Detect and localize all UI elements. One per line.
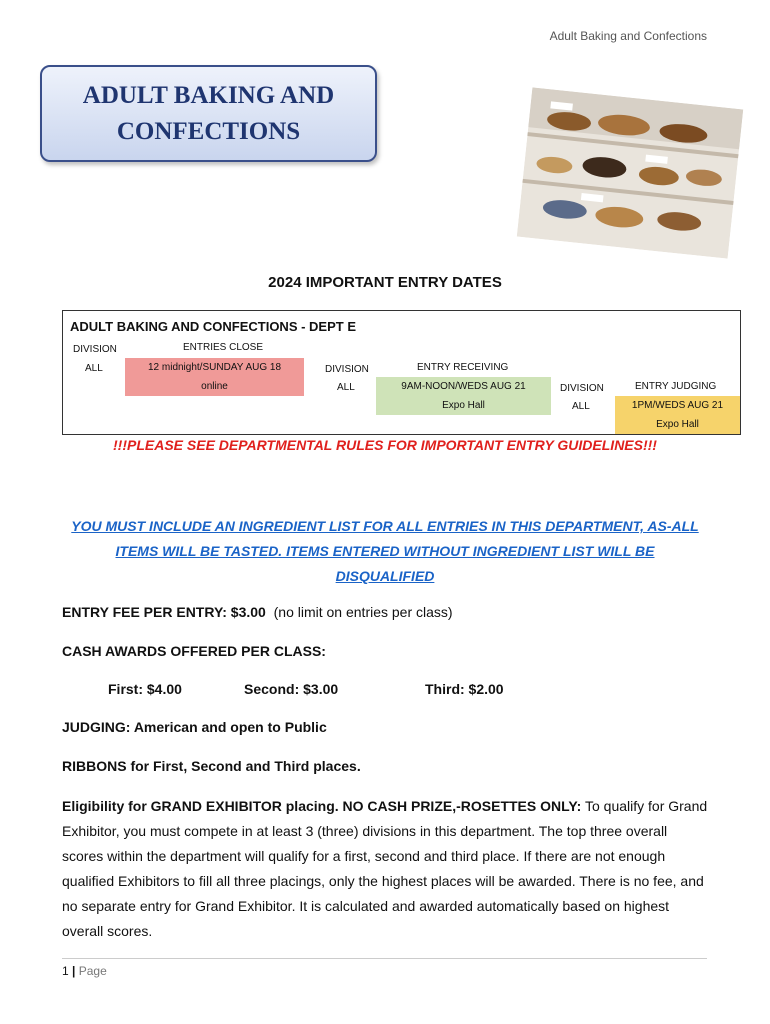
entry-fee-label: ENTRY FEE PER ENTRY: $3.00 — [62, 604, 266, 620]
division-label-3: DIVISION — [560, 383, 604, 394]
entry-receiving-line2: Expo Hall — [442, 400, 485, 411]
entry-receiving-label: ENTRY RECEIVING — [417, 362, 509, 373]
entries-close-line1: 12 midnight/SUNDAY AUG 18 — [147, 362, 282, 373]
entry-judging-line1: 1PM/WEDS AUG 21 — [631, 400, 724, 411]
division-value-3: ALL — [572, 401, 590, 412]
third-prize: Third: $2.00 — [425, 681, 504, 697]
entry-judging-line2: Expo Hall — [656, 419, 699, 430]
division-value-2: ALL — [337, 382, 355, 393]
entries-close-cell — [125, 358, 304, 396]
guidelines-warning: !!!PLEASE SEE DEPARTMENTAL RULES FOR IMPORTANT ENTRY GUIDELINES!!! — [113, 437, 657, 453]
title-banner — [40, 65, 377, 162]
entry-receiving-cell — [376, 377, 551, 415]
page-number: 1 — [62, 964, 69, 978]
division-label-2: DIVISION — [325, 364, 369, 375]
entry-fee-note: (no limit on entries per class) — [273, 604, 453, 620]
page-label: Page — [78, 964, 107, 978]
page-title: ADULT BAKING AND CONFECTIONS — [82, 81, 335, 145]
eligibility-text: To qualify for Grand Exhibitor, you must compete in at least 3 (three) divisions in this department. The top three overall scores within the department will qualify for a first, second and third place. If there are not enough qualified Exhibitors to fill all three placings, only the highest places will be awarded. There is no fee, and no separate entry for Grand Exhibitor. It is calculated and awarded automatically based on highest overall scores. — [62, 798, 708, 939]
footer-divider — [62, 958, 707, 959]
entries-close-label: ENTRIES CLOSE — [183, 342, 264, 353]
division-label-1: DIVISION — [73, 344, 117, 355]
ribbons-line: RIBBONS for First, Second and Third places. — [62, 758, 361, 774]
eligibility-paragraph — [62, 794, 712, 944]
footer-separator: | — [72, 964, 76, 978]
entry-fee-line — [62, 604, 453, 620]
ingredient-list-notice: YOU MUST INCLUDE AN INGREDIENT LIST FOR ALL ENTRIES IN THIS DEPARTMENT, AS-ALL ITEMS WILL BE TASTED. ITEMS ENTERED WITHOUT INGREDIENT LIST WILL BE DISQUALIFIED — [71, 518, 699, 584]
running-header: Adult Baking and Confections — [549, 29, 707, 43]
section-title: 2024 IMPORTANT ENTRY DATES — [268, 274, 502, 291]
baked-goods-photo — [517, 87, 744, 258]
division-value-1: ALL — [85, 363, 103, 374]
eligibility-heading: Eligibility for GRAND EXHIBITOR placing. NO CASH PRIZE,-ROSETTES ONLY: — [62, 798, 582, 814]
cash-awards-heading: CASH AWARDS OFFERED PER CLASS: — [62, 643, 326, 659]
entry-judging-label: ENTRY JUDGING — [635, 381, 717, 392]
entry-receiving-line1: 9AM-NOON/WEDS AUG 21 — [401, 381, 526, 392]
second-prize: Second: $3.00 — [244, 681, 339, 697]
entry-dates-table — [62, 310, 741, 435]
judging-line: JUDGING: American and open to Public — [62, 719, 327, 735]
entry-judging-cell — [615, 396, 740, 434]
page-footer — [62, 964, 107, 978]
dept-title: ADULT BAKING AND CONFECTIONS - DEPT E — [70, 319, 356, 334]
entries-close-line2: online — [201, 381, 228, 392]
first-prize: First: $4.00 — [108, 681, 182, 697]
